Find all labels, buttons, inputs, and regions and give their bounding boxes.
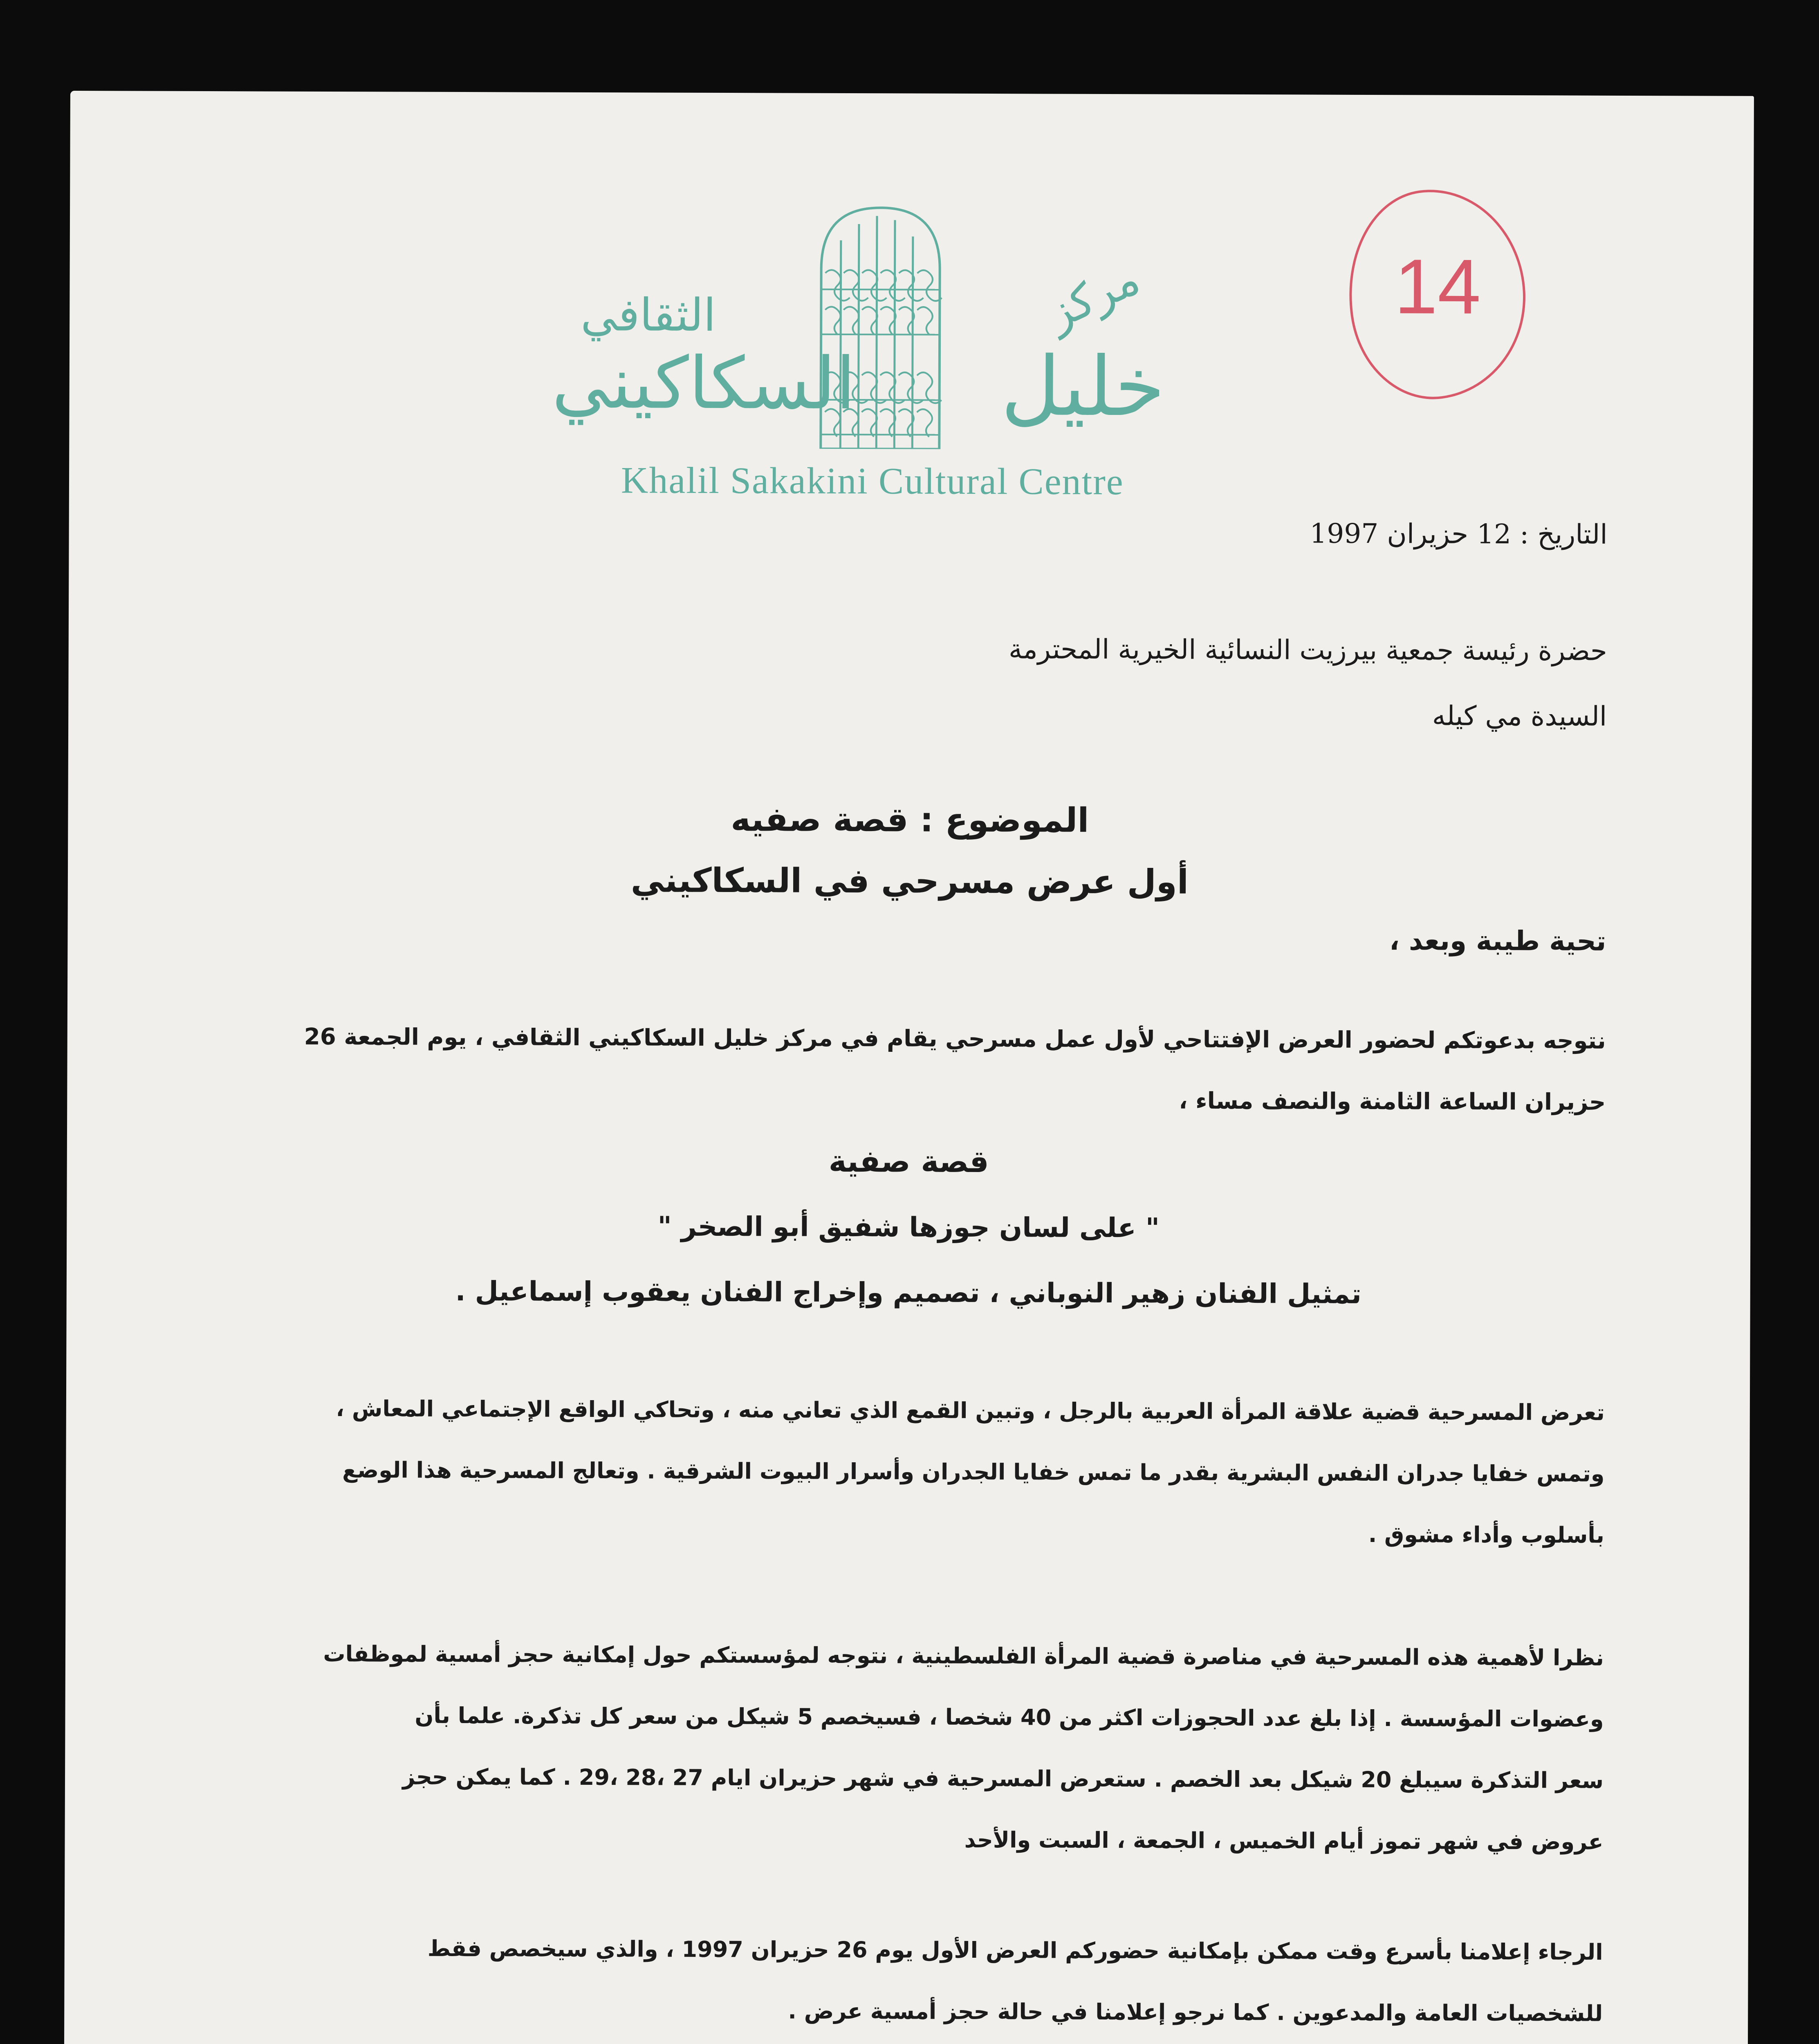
subject-line: الموضوع : قصة صفيه <box>731 800 1089 840</box>
paragraph-1-line-1: نتوجه بدعوتكم لحضور العرض الإفتتاحي لأول عمل مسرحي يقام في مركز خليل السكاكيني الثقافي ، يوم الجمعة 26 <box>304 1023 1606 1054</box>
paragraph-4-line-1: الرجاء إعلامنا بأسرع وقت ممكن بإمكانية حضوركم العرض الأول يوم 26 حزيران 1997 ، والذي سيخصص فقط <box>427 1935 1603 1965</box>
paragraph-3-line-4: عروض في شهر تموز أيام الخميس ، الجمعة ، السبت والأحد <box>964 1827 1604 1855</box>
play-title: قصة صفية <box>828 1143 989 1180</box>
paragraph-3-line-1: نظرا لأهمية هذه المسرحية في مناصرة قضية المرأة الفلسطينية ، نتوجه لمؤسستكم حول إمكانية حجز أمسية لموظفات <box>323 1641 1604 1671</box>
logo-word-markaz: مركز <box>1039 252 1148 340</box>
logo-word-sakakini: السكاكيني <box>552 341 856 426</box>
letterhead-logo <box>498 202 1296 573</box>
recipient-line-1: حضرة رئيسة جمعية بيرزيت النسائية الخيرية المحترمة <box>1008 633 1607 667</box>
paragraph-3-line-2: وعضوات المؤسسة . إذا بلغ عدد الحجوزات اكثر من 40 شخصا ، فسيخصم 5 شيكل من سعر كل تذكرة. علما بأن <box>415 1702 1604 1732</box>
paragraph-2-line-2: وتمس خفايا جدران النفس البشرية بقدر ما تمس خفايا الجدران وأسرار البيوت الشرقية . وتعالج المسرحية هذا الوضع <box>342 1457 1605 1487</box>
paragraph-1-line-2: حزيران الساعة الثامنة والنصف مساء ، <box>1179 1087 1606 1116</box>
logo-word-khalil: خليل <box>1000 339 1166 435</box>
recipient-line-2: السيدة مي كيله <box>1432 700 1607 732</box>
play-quote: " على لسان جوزها شفيق أبو الصخر " <box>657 1210 1160 1244</box>
handwritten-page-number: 14 <box>1394 243 1481 330</box>
greeting: تحية طيبة وبعد ، <box>1389 925 1606 957</box>
paragraph-2-line-1: تعرض المسرحية قضية علاقة المرأة العربية بالرجل ، وتبين القمع الذي تعاني منه ، وتحاكي الواقع الإجتماعي المعاش ، <box>336 1396 1605 1425</box>
logo-english-name: Khalil Sakakini Cultural Centre <box>621 459 1124 503</box>
letter-page <box>63 91 1754 2044</box>
paragraph-3-line-3: سعر التذكرة سيبلغ 20 شيكل بعد الخصم . ستعرض المسرحية في شهر حزيران ايام 27 ،28 ،29 . كما يمكن حجز <box>402 1764 1604 1793</box>
subject-subtitle: أول عرض مسرحي في السكاكيني <box>630 861 1189 902</box>
play-credits: تمثيل الفنان زهير النوباني ، تصميم وإخراج الفنان يعقوب إسماعيل . <box>455 1275 1361 1310</box>
date-line: التاريخ : 12 حزيران 1997 <box>1310 518 1608 550</box>
paragraph-4-line-2: للشخصيات العامة والمدعوين . كما نرجو إعلامنا في حالة حجز أمسية عرض . <box>788 1998 1603 2026</box>
paragraph-2-line-3: بأسلوب وأداء مشوق . <box>1368 1521 1605 1548</box>
logo-word-thaqafi: الثقافي <box>581 288 716 341</box>
